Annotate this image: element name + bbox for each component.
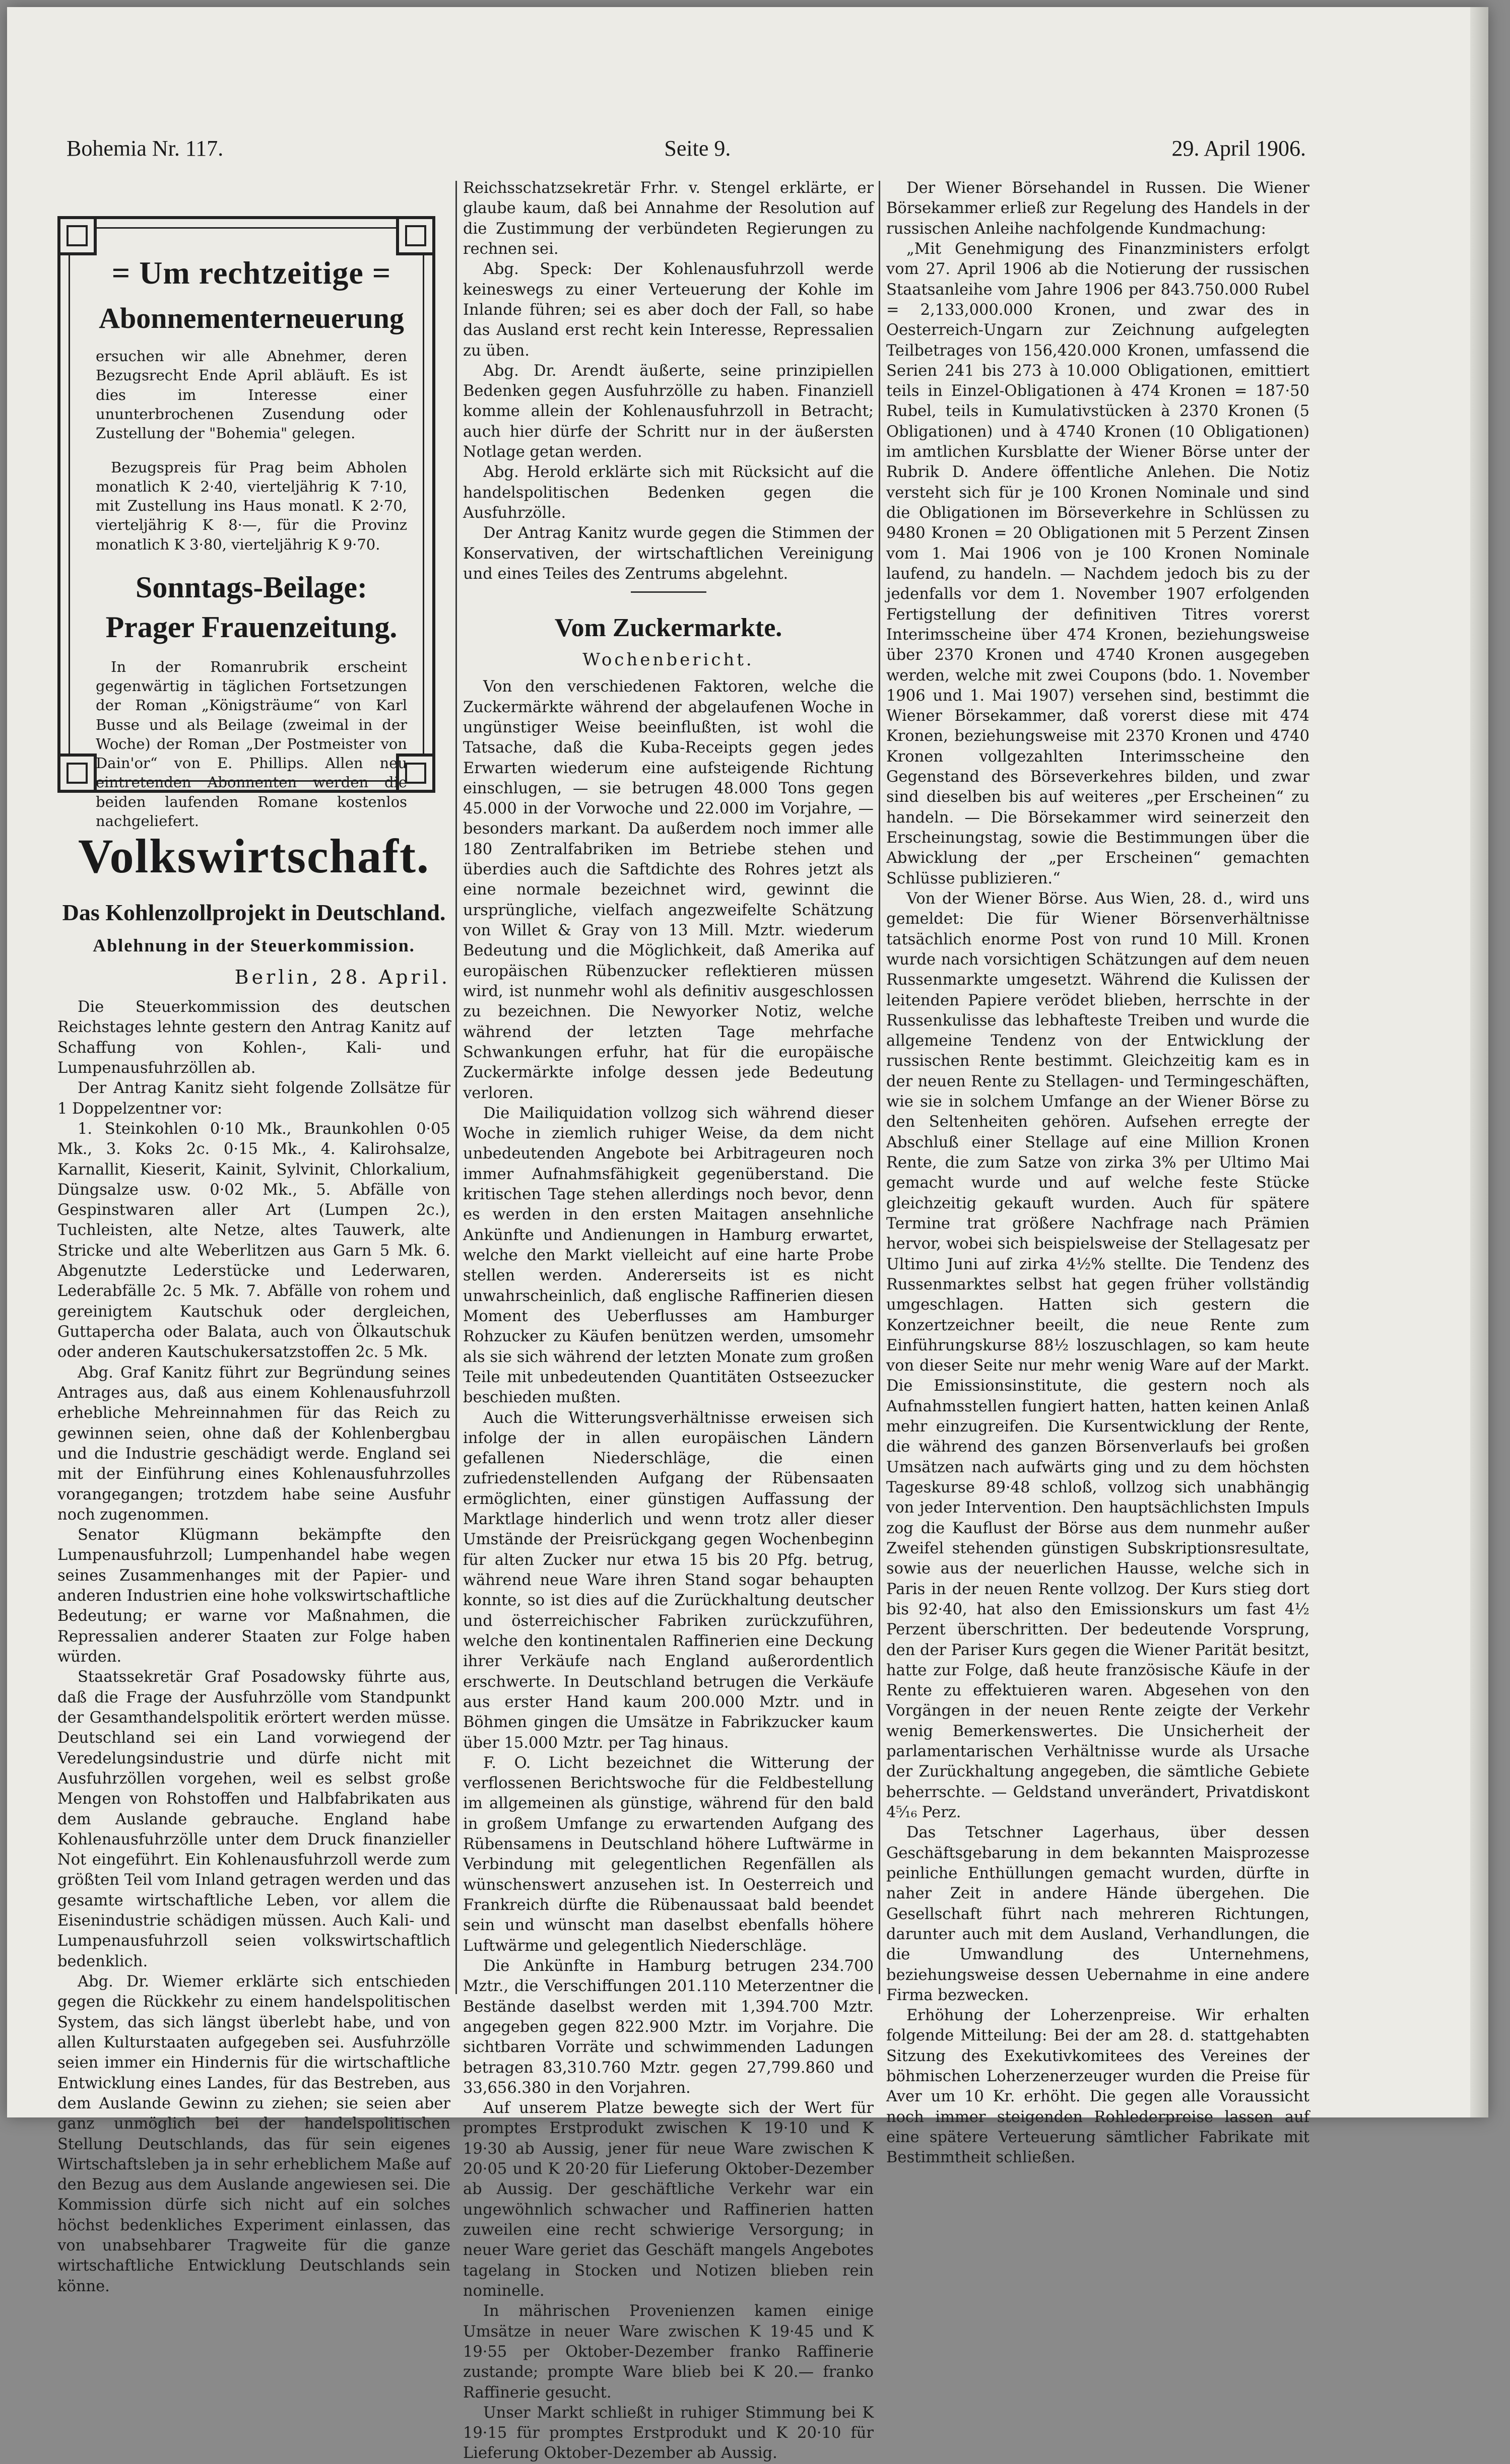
paragraph: Abg. Speck: Der Kohlenausfuhrzoll werde keineswegs zu einer Verteuerung der Kohle im Inlande führen; sei es aber doch der Fall, so habe das Ausland erst recht kein Interesse, Repressalien zu üben. bbox=[463, 260, 874, 360]
paragraph: Erhöhung der Loherzenpreise. Wir erhalten folgende Mitteilung: Bei der am 28. d. stattgehabten Sitzung des Exekutivkomitees des Vereines der böhmischen Loherzenerzeuger wurden die Preise für Aver um 10 Kr. erhöht. Die gegen alle Voraussicht noch immer steigenden Rohlederpreise lassen auf eine spätere Verteuerung sämtlicher Fabrikate mit Bestimmtheit schließen. bbox=[886, 2007, 1309, 2167]
box-content bbox=[96, 254, 407, 845]
box-title-line1: = Um rechtzeitige = bbox=[111, 255, 391, 291]
article-body bbox=[57, 997, 450, 2297]
paragraph: Unser Markt schließt in ruhiger Stimmung bei K 19·15 für promptes Erstprodukt und K 20·10 für Lieferung Oktober-Dezember ab Aussig. bbox=[463, 2404, 874, 2462]
zucker-title: Vom Zuckermarkte. bbox=[554, 613, 782, 643]
header-center: Seite 9. bbox=[664, 136, 731, 161]
section-title: Volkswirtschaft. bbox=[78, 829, 430, 883]
box-heading2-line1: Sonntags-Beilage: bbox=[135, 570, 368, 604]
article-title: Das Kohlenzollprojekt in Deutschland. bbox=[62, 900, 446, 925]
article-subtitle: Ablehnung in der Steuerkommission. bbox=[93, 935, 415, 955]
paragraph: Die Ankünfte in Hamburg betrugen 234.700 Mztr., die Verschiffungen 201.110 Meterzentner die Bestände daselbst werden mit 1,394.700 Mztr. angegeben gegen 822.900 Mztr. im Vorjahre. Die sichtbaren Vorräte und schwimmenden Ladungen betragen 83,310.760 Mztr. gegen 27,799.860 und 33,656.380 in den Vorjahren. bbox=[463, 1957, 874, 2097]
paragraph: Der Wiener Börsehandel in Russen. Die Wiener Börsekammer erließ zur Regelung des Handels in der russischen Anleihe nachfolgende Kundmachung: bbox=[886, 179, 1309, 238]
divider bbox=[631, 591, 706, 593]
box-text-1: ersuchen wir alle Abnehmer, deren Bezugsrecht Ende April abläuft. Es ist dies im Interesse einer ununterbrochenen Zusendung oder Zustellung der "Bohemia" gelegen. bbox=[96, 348, 407, 442]
paragraph: F. O. Licht bezeichnet die Witterung der verflossenen Berichtswoche für die Feldbestellung im allgemeinen als günstige, während für den bald in großem Umfange zu erwartenden Aufgang des Rübensamens in Deutschland höhere Luftwärme in Verbindung mit gelegentlichen Regenfällen als wünschenswert anzusehen ist. In Oesterreich und Frankreich dürfte die Rübenaussaat bald beendet sein und wünscht man daselbst ebenfalls höhere Luftwärme und gelegentlich Niederschläge. bbox=[463, 1754, 874, 1955]
corner-ornament bbox=[57, 216, 97, 255]
header-right: 29. April 1906. bbox=[1171, 136, 1306, 161]
paragraph: Der Antrag Kanitz sieht folgende Zollsätze für 1 Doppelzentner vor: bbox=[57, 1079, 450, 1118]
column-rule-1 bbox=[455, 181, 457, 1994]
dateline: Berlin, 28. April. bbox=[234, 966, 450, 988]
paragraph: Auf unserem Platze bewegte sich der Wert für promptes Erstprodukt zwischen K 19·10 und K 19·30 ab Aussig, jener für neue Ware zwischen K 20·05 und K 20·20 für Lieferung Oktober-Dezember ab Aussig. Der geschäftliche Verkehr war ein ungewöhnlich schwacher und Raffinerien hatten zuweilen eine recht schwierige Versorgung; in neuer Ware geriet das Geschäft mangels Angebotes tagelang in Stocken und Notizen blieben rein nominelle. bbox=[463, 2099, 874, 2300]
paragraph: Abg. Dr. Arendt äußerte, seine prinzipiellen Bedenken gegen Ausfuhrzölle zu haben. Finanziell komme allein der Kohlenausfuhrzoll in Betracht; auch hier dürfe der Schritt nur in der äußersten Notlage getan werden. bbox=[463, 362, 874, 461]
corner-ornament bbox=[57, 754, 97, 793]
column-rule-2 bbox=[879, 181, 880, 1994]
paragraph: In mährischen Provenienzen kamen einige Umsätze in neuer Ware zwischen K 19·45 und K 19·55 per Oktober-Dezember franko Raffinerie zustande; prompte Ware blieb bei K 20.— franko Raffinerie gesucht. bbox=[463, 2302, 874, 2402]
paragraph: Auch die Witterungsverhältnisse erweisen sich infolge der in allen europäischen Ländern gefallenen Niederschläge, die einen zufriedenstellenden Aufgang der Rübensaaten ermöglichten, einer günstigen Auffassung der Marktlage hinderlich und wenn trotz aller dieser Umstände der Preisrückgang gegen Wochenbeginn für alten Zucker nur etwa 15 bis 20 Pfg. betrug, während neue Ware ihren Stand sogar behaupten konnte, so ist dies auf die Zurückhaltung deutscher und österreichischer Fabriken zurückzuführen, welche den kontinentalen Raffinerien eine Deckung ihrer Verkäufe nach England außerordentlich erschwerte. In Deutschland betrugen die Verkäufe aus erster Hand kaum 200.000 Mztr. und in Böhmen gingen die Umsätze in Fabrikzucker kaum über 15.000 Mztr. per Tag hinaus. bbox=[463, 1409, 874, 1752]
paragraph: Abg. Dr. Wiemer erklärte sich entschieden gegen die Rückkehr zu einem handelspolitischen System, das sich längst überlebt habe, und von allen Kulturstaaten aufgegeben sei. Ausfuhrzölle seien immer ein Hindernis für die wirtschaftliche Entwicklung eines Landes, für das Bestreben, aus dem Auslande Gewinn zu ziehen; sie seien aber ganz unmöglich bei der handelspolitischen Stellung Deutschlands, das für sein eigenes Wirtschaftsleben ja in sehr erheblichem Maße auf den Bezug aus dem Auslande angewiesen sei. Die Kommission dürfe sich nicht auf ein solches höchst bedenkliches Experiment einlassen, das von unabsehbarer Tragweite für die ganze wirtschaftliche Entwicklung Deutschlands sein könne. bbox=[57, 1973, 450, 2295]
column-3 bbox=[886, 178, 1309, 2168]
subscription-box bbox=[57, 216, 435, 830]
paragraph: Von den verschiedenen Faktoren, welche die Zuckermärkte während der abgelaufenen Woche in ungünstiger Weise beeinflußten, ist wohl die Tatsache, daß die Kuba-Receipts gegen jedes Erwarten wiederum eine aufsteigende Richtung einschlugen, — sie betrugen 48.000 Tons gegen 45.000 in der Vorwoche und 22.000 im Vorjahre, — besonders markant. Da außerdem noch immer alle 180 Zentralfabriken im Betriebe stehen und überdies auch die Saftdichte des Rohres jetzt als eine normale bezeichnet wird, gewinnt die ursprüngliche, vielfach angezweifelte Schätzung von Willet & Gray von 13 Mill. Mztr. wiederum Bedeutung und die Möglichkeit, daß Amerika auf europäischen Rübenzucker reflektieren müssen wird, ist nunmehr wohl als definitiv ausgeschlossen zu bezeichnen. Die Newyorker Notiz, welche während der letzten Tage mehrfache Schwankungen erfuhr, hat für die europäische Zuckermärkte infolge dessen jede Bedeutung verloren. bbox=[463, 678, 874, 1102]
box-text-3: In der Romanrubrik erscheint gegenwärtig in täglichen Fortsetzungen der Roman „Königsträume“ von Karl Busse und als Beilage (zweimal in der Woche) der Roman „Der Postmeister von Dain'or“ von E. Phillips. Allen neu eintretenden Abonnenten werden die beiden laufenden Romane kostenlos nachgeliefert. bbox=[96, 658, 407, 830]
paragraph: Abg. Herold erklärte sich mit Rücksicht auf die handelspolitischen Bedenken gegen die Ausfuhrzölle. bbox=[463, 463, 874, 522]
paragraph: Das Tetschner Lagerhaus, über dessen Geschäftsgebarung in dem bekannten Maisprozesse peinliche Enthüllungen gemacht wurden, dürfte in naher Zeit in andere Hände übergehen. Die Gesellschaft führt nach mehreren Richtungen, darunter auch mit dem Ausland, Verhandlungen, die die Umwandlung des Unternehmens, beziehungsweise dessen Uebernahme in eine andere Firma bezwecken. bbox=[886, 1824, 1309, 2004]
header-left: Bohemia Nr. 117. bbox=[67, 136, 224, 161]
column-1 bbox=[57, 178, 450, 2297]
column-2 bbox=[463, 178, 874, 2464]
paragraph: Senator Klügmann bekämpfte den Lumpenausfuhrzoll; Lumpenhandel habe wegen seines Zusammenhanges mit der Papier- und anderen Industrien eine hohe volkswirtschaftliche Bedeutung; er warne vor Maßnahmen, die Repressalien anderer Staaten zur Folge haben würden. bbox=[57, 1526, 450, 1666]
box-text-2: Bezugspreis für Prag beim Abholen monatlich K 2·40, vierteljährig K 7·10, mit Zustellung ins Haus monatl. K 2·70, vierteljährig K 8·—, für die Provinz monatlich K 3·80, vierteljährig K 9·70. bbox=[96, 458, 407, 553]
paragraph: 1. Steinkohlen 0·10 Mk., Braunkohlen 0·05 Mk., 3. Koks 2c. 0·15 Mk., 4. Kalirohsalze, Karnallit, Kieserit, Kainit, Sylvinit, Chlorkalium, Düngsalze usw. 0·02 Mk., 5. Abfälle von Gespinstwaren aller Art (Lumpen 2c.), Tuchleisten, alte Netze, altes Tauwerk, alte Stricke und alte Weberlitzen aus Garn 5 Mk. 6. Abgenutzte Lederstücke und Lederwaren, Lederabfälle 2c. 5 Mk. 7. Abfälle von rohem und gereinigtem Kautschuk oder dergleichen, Guttapercha oder Balata, auch von Ölkautschuk oder anderen Kautschukersatzstoffen 2c. 5 Mk. bbox=[57, 1120, 450, 1361]
zucker-subtitle: Wochenbericht. bbox=[582, 650, 754, 670]
paragraph: Abg. Graf Kanitz führt zur Begründung seines Antrages aus, daß aus einem Kohlenausfuhrzoll erhebliche Mehreinnahmen für das Reich zu gewinnen seien, ohne daß der Kohlenbergbau und die Industrie geschädigt werde. England sei mit der Einführung eines Kohlenausfuhrzolles vorangegangen; trotzdem habe seine Ausfuhr noch zugenommen. bbox=[57, 1363, 450, 1524]
paragraph: Staatssekretär Graf Posadowsky führte aus, daß die Frage der Ausfuhrzölle vom Standpunkt der Gesamthandelspolitik erörtert werden müsse. Deutschland sei ein Land vorwiegend der Veredelungsindustrie und dürfe nicht mit Ausfuhrzöllen vorgehen, weil es selbst große Mengen von Rohstoffen und Halbfabrikaten aus dem Auslande gebrauche. England habe Kohlenausfuhrzölle unter dem Druck finanzieller Not eingeführt. Ein Kohlenausfuhrzoll werde zum größten Teil vom Inland getragen werden und das gesamte wirtschaftliche Leben, vor allem die Eisenindustrie schädigen müssen. Auch Kali- und Lumpenausfuhrzoll seien volkswirtschaftlich bedenklich. bbox=[57, 1668, 450, 1970]
box-heading2-line2: Prager Frauenzeitung. bbox=[105, 610, 398, 644]
paragraph: Die Mailiquidation vollzog sich während dieser Woche in ziemlich ruhiger Weise, da dem nicht unbedeutenden Angebote bei Arbitrageuren noch immer Aufnahmsfähigkeit gegenüberstand. Die kritischen Tage stehen allerdings noch bevor, denn es werden in den ersten Maitagen ansehnliche Ankünfte und Andienungen in Hamburg erwartet, welche den Markt vielleicht auf eine harte Probe stellen werden. Andererseits ist es nicht unwahrscheinlich, daß englische Raffinerien diesen Moment des Ueberflusses am Hamburger Rohzucker zu Käufen benützen werden, umsomehr als sie sich während der letzten Monate zum großen Teile mit unbedeutenden Quantitäten Ostseezucker beschieden mußten. bbox=[463, 1104, 874, 1407]
box-title-line2: Abonnementerneuerung bbox=[99, 301, 404, 334]
paragraph: „Mit Genehmigung des Finanzministers erfolgt vom 27. April 1906 ab die Notierung der russischen Staatsanleihe vom Jahre 1906 per 843.750.000 Rubel = 2,133,000.000 Kronen, und zwar des in Oesterreich-Ungarn zur Zeichnung aufgelegten Teilbetrages von 156,420.000 Kronen, umfassend die Serien 241 bis 273 à 10.000 Obligationen, emittiert teils in Einzel-Obligationen à 474 Kronen = 187·50 Rubel, teils in Kumulativstücken à 2370 Kronen (5 Obligationen) und à 4740 Kronen (10 Obligationen) im amtlichen Kursblatte der Wiener Börse unter der Rubrik D. Andere öffentliche Anlehen. Die Notiz versteht sich für je 100 Kronen Nominale und sind die Obligationen im Börseverkehre in Schlüssen zu 9480 Kronen = 20 Obligationen mit 5 Perzent Zinsen vom 1. Mai 1906 von je 100 Kronen Nominale laufend, zu handeln. — Nachdem jedoch bis zu der jedenfalls vor dem 1. November 1907 erfolgenden Fertigstellung der definitiven Titres vorerst Interimsscheine über 474 Kronen, beziehungsweise über 2370 Kronen und 4740 Kronen ausgegeben werden, welche mit zwei Coupons (bdo. 1. November 1906 und 1. Mai 1907) versehen sind, bestimmt die Wiener Börsekammer, daß vorerst diese mit 474 Kronen, beziehungsweise mit 2370 Kronen und 4740 Kronen vollgezahlten Interimsscheine den Gegenstand des Börseverkehres bilden, und zwar sind dieselben bis auf weiteres „per Erscheinen“ zu handeln. — Die Börsekammer wird seinerzeit den Erscheinungstag, sowie die Bestimmungen über die Abwicklung der „per Erscheinen“ gemachten Schlüsse publizieren.“ bbox=[886, 240, 1309, 887]
newspaper-page bbox=[7, 7, 1488, 2462]
paragraph: Der Antrag Kanitz wurde gegen die Stimmen der Konservativen, der wirtschaftlichen Vereinigung und eines Teiles des Zentrums abgelehnt. bbox=[463, 524, 874, 583]
paragraph: Von der Wiener Börse. Aus Wien, 28. d., wird uns gemeldet: Die für Wiener Börsenverhältnisse tatsächlich enorme Post von rund 10 Mill. Kronen wurde nach vorsichtigen Schätzungen auf dem neuen Russenmarkte umgesetzt. Während die Kulissen der leitenden Papiere verödet blieben, herrschte in der Russenkulisse das lebhafteste Treiben und wurde die allgemeine Tendenz von der Entwicklung der russischen Rente bestimmt. Gleichzeitig kam es in der neuen Rente zu Stellagen- und Termingeschäften, wie sie in solchem Umfange an der Wiener Börse zu den Seltenheiten gehören. Aufsehen erregte der Abschluß einer Stellage auf eine Million Kronen Rente, die zum Satze von zirka 3% per Ultimo Mai gemacht wurde und auf welche feste Stücke gleichzeitig gekauft wurden. Auch für spätere Termine trat größere Nachfrage nach Prämien hervor, wobei sich beispielsweise der Stellagesatz per Ultimo Juni auf zirka 4½% stellte. Die Tendenz des Russenmarktes selbst hat gegen früher vollständig umgeschlagen. Hatten sich gestern die Konzertzeichner beeilt, die neue Rente zum Einführungskurse 88½ loszuschlagen, so kam heute von dieser Seite nur mehr wenig Ware auf der Markt. Die Emissionsinstitute, die gestern noch als Aufnahmsstellen fungiert hatten, hatten keinen Anlaß mehr einzugreifen. Die Kursentwicklung der Rente, die während des ganzen Börsenverlaufs bei großen Umsätzen nach aufwärts ging und zu dem höchsten Tageskurse 89·48 schloß, vollzog sich unabhängig von jeder Intervention. Den hauptsächlichsten Impuls zog die Kauflust der Börse aus dem nunmehr außer Zweifel stehenden günstigen Subskriptionsresultate, sowie aus der neuerlichen Hausse, welche sich in Paris in der neuen Rente vollzog. Der Kurs stieg dort bis 92·40, hat also den Emissionskurs um fast 4½ Perzent überschritten. Der bedeutende Vorsprung, den der Pariser Kurs gegen die Wiener Parität besitzt, hatte zur Folge, daß heute französische Käufe in der Rente zu effektuieren waren. Abgesehen von den Vorgängen in der neuen Rente zeigte der Verkehr wenig Bemerkenswertes. Die Unsicherheit der parlamentarischen Verhältnisse wurde als Ursache der Zurückhaltung angegeben, die sämtliche Gebiete beherrschte. — Geldstand unverändert, Privatdiskont 4⁵⁄₁₆ Perz. bbox=[886, 889, 1309, 1821]
paragraph: Die Steuerkommission des deutschen Reichstages lehnte gestern den Antrag Kanitz auf Schaffung von Kohlen-, Kali- und Lumpenausfuhrzöllen ab. bbox=[57, 998, 450, 1077]
page-edge-shadow bbox=[1470, 7, 1488, 2117]
page-header bbox=[67, 135, 1306, 171]
corner-ornament bbox=[396, 216, 435, 255]
paragraph: Reichsschatzsekretär Frhr. v. Stengel erklärte, er glaube kaum, daß bei Annahme der Resolution auf die Zustimmung der verbündeten Regierungen zu rechnen sei. bbox=[463, 179, 874, 258]
